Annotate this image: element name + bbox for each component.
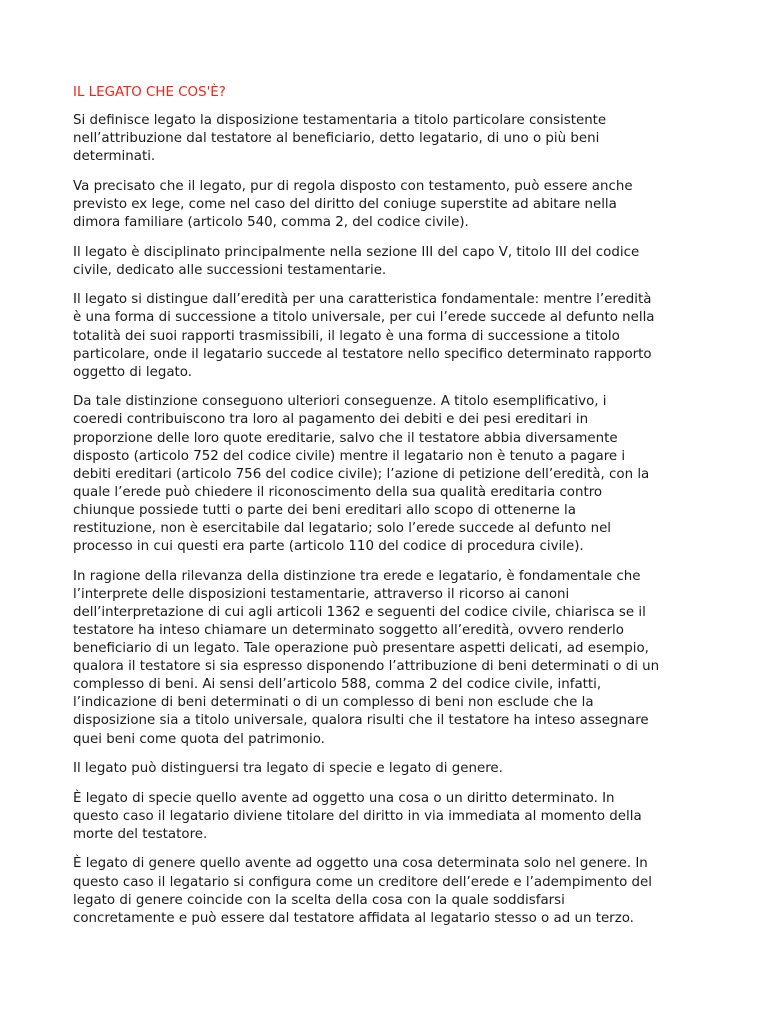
text-line: Il legato si distingue dall’eredità per una caratteristica fondamentale: mentre l’eredità: [73, 292, 652, 308]
text-line: dimora familiare (articolo 540, comma 2, del codice civile).: [73, 215, 469, 231]
text-line: nell’attribuzione dal testatore al beneficiario, detto legatario, di uno o più beni: [73, 131, 600, 147]
text-line: disposizione sia a titolo universale, qualora risulti che il testatore ha inteso assegnare: [73, 713, 649, 729]
text-line: quei beni come quota del patrimonio.: [73, 731, 325, 747]
paragraph: [73, 244, 703, 280]
text-line: questo caso il legatario diviene titolare del diritto in via immediata al momento della: [73, 808, 642, 824]
paragraph: [73, 760, 703, 778]
text-line: In ragione della rilevanza della distinzione tra erede e legatario, è fondamentale che: [73, 568, 641, 584]
text-line: questo caso il legatario si configura come un creditore dell’erede e l’adempimento del: [73, 874, 653, 890]
text-line: Va precisato che il legato, pur di regola disposto con testamento, può essere anche: [73, 178, 633, 194]
document-title: IL LEGATO CHE COS'È?: [73, 85, 226, 100]
text-line: complesso di beni. Ai sensi dell’articolo 588, comma 2 del codice civile, infatti,: [73, 677, 602, 693]
text-line: l’interprete delle disposizioni testamentarie, attraverso il ricorso ai canoni: [73, 586, 570, 602]
text-line: civile, dedicato alle successioni testamentarie.: [73, 262, 387, 278]
text-line: quale l’erede può chiedere il riconoscimento della sua qualità ereditaria contro: [73, 484, 603, 500]
paragraph: [73, 790, 703, 844]
text-line: l’indicazione di beni determinati o di un complesso di beni non esclude che la: [73, 695, 594, 711]
text-line: oggetto di legato.: [73, 364, 192, 380]
text-line: Si definisce legato la disposizione testamentaria a titolo particolare consistente: [73, 113, 607, 129]
text-line: È legato di specie quello avente ad oggetto una cosa o un diritto determinato. In: [73, 790, 615, 806]
paragraph: [73, 112, 703, 166]
text-line: totalità dei suoi rapporti trasmissibili, il legato è una forma di successione a titolo: [73, 328, 620, 344]
text-line: dell’interpretazione di cui agli articoli 1362 e seguenti del codice civile, chiarisca se il: [73, 604, 646, 620]
text-line: determinati.: [73, 149, 156, 165]
text-line: restituzione, non è esercitabile dal legatario; solo l’erede succede al defunto nel: [73, 520, 612, 536]
text-line: beneficiario di un legato. Tale operazione può presentare aspetti delicati, ad esempio,: [73, 641, 649, 657]
paragraph: [73, 178, 703, 232]
text-line: Il legato può distinguersi tra legato di specie e legato di genere.: [73, 761, 503, 777]
document-body: [73, 112, 703, 928]
paragraph: [73, 393, 703, 556]
text-line: legato di genere coincide con la scelta della cosa con la quale soddisfarsi: [73, 892, 565, 908]
text-line: Il legato è disciplinato principalmente nella sezione III del capo V, titolo III del codice: [73, 244, 640, 260]
text-line: debiti ereditari (articolo 756 del codice civile); l’azione di petizione dell’eredità, con la: [73, 466, 650, 482]
text-line: morte del testatore.: [73, 826, 208, 842]
text-line: proporzione delle loro quote ereditarie, salvo che il testatore abbia diversamente: [73, 430, 618, 446]
paragraph: [73, 291, 703, 381]
text-line: Da tale distinzione conseguono ulteriori conseguenze. A titolo esemplificativo, i: [73, 394, 607, 410]
document-page: [73, 84, 703, 939]
text-line: previsto ex lege, come nel caso del diritto del coniuge superstite ad abitare nella: [73, 196, 617, 212]
paragraph: [73, 568, 703, 749]
text-line: chiunque possiede tutti o parte dei beni ereditari allo scopo di ottenerne la: [73, 502, 576, 518]
text-line: disposto (articolo 752 del codice civile) mentre il legatario non è tenuto a pagare i: [73, 448, 626, 464]
paragraph: [73, 855, 703, 927]
text-line: È legato di genere quello avente ad oggetto una cosa determinata solo nel genere. In: [73, 856, 648, 872]
text-line: coeredi contribuiscono tra loro al pagamento dei debiti e dei pesi ereditari in: [73, 412, 589, 428]
text-line: concretamente e può essere dal testatore affidata al legatario stesso o ad un terzo.: [73, 910, 634, 926]
text-line: è una forma di successione a titolo universale, per cui l’erede succede al defunto nella: [73, 310, 655, 326]
text-line: particolare, onde il legatario succede al testatore nello specifico determinato rapporto: [73, 346, 652, 362]
text-line: qualora il testatore si sia espresso disponendo l’attribuzione di beni determinati o di un: [73, 659, 660, 675]
text-line: processo in cui questi era parte (articolo 110 del codice di procedura civile).: [73, 539, 584, 555]
text-line: testatore ha inteso chiamare un determinato soggetto all’eredità, ovvero renderlo: [73, 622, 624, 638]
